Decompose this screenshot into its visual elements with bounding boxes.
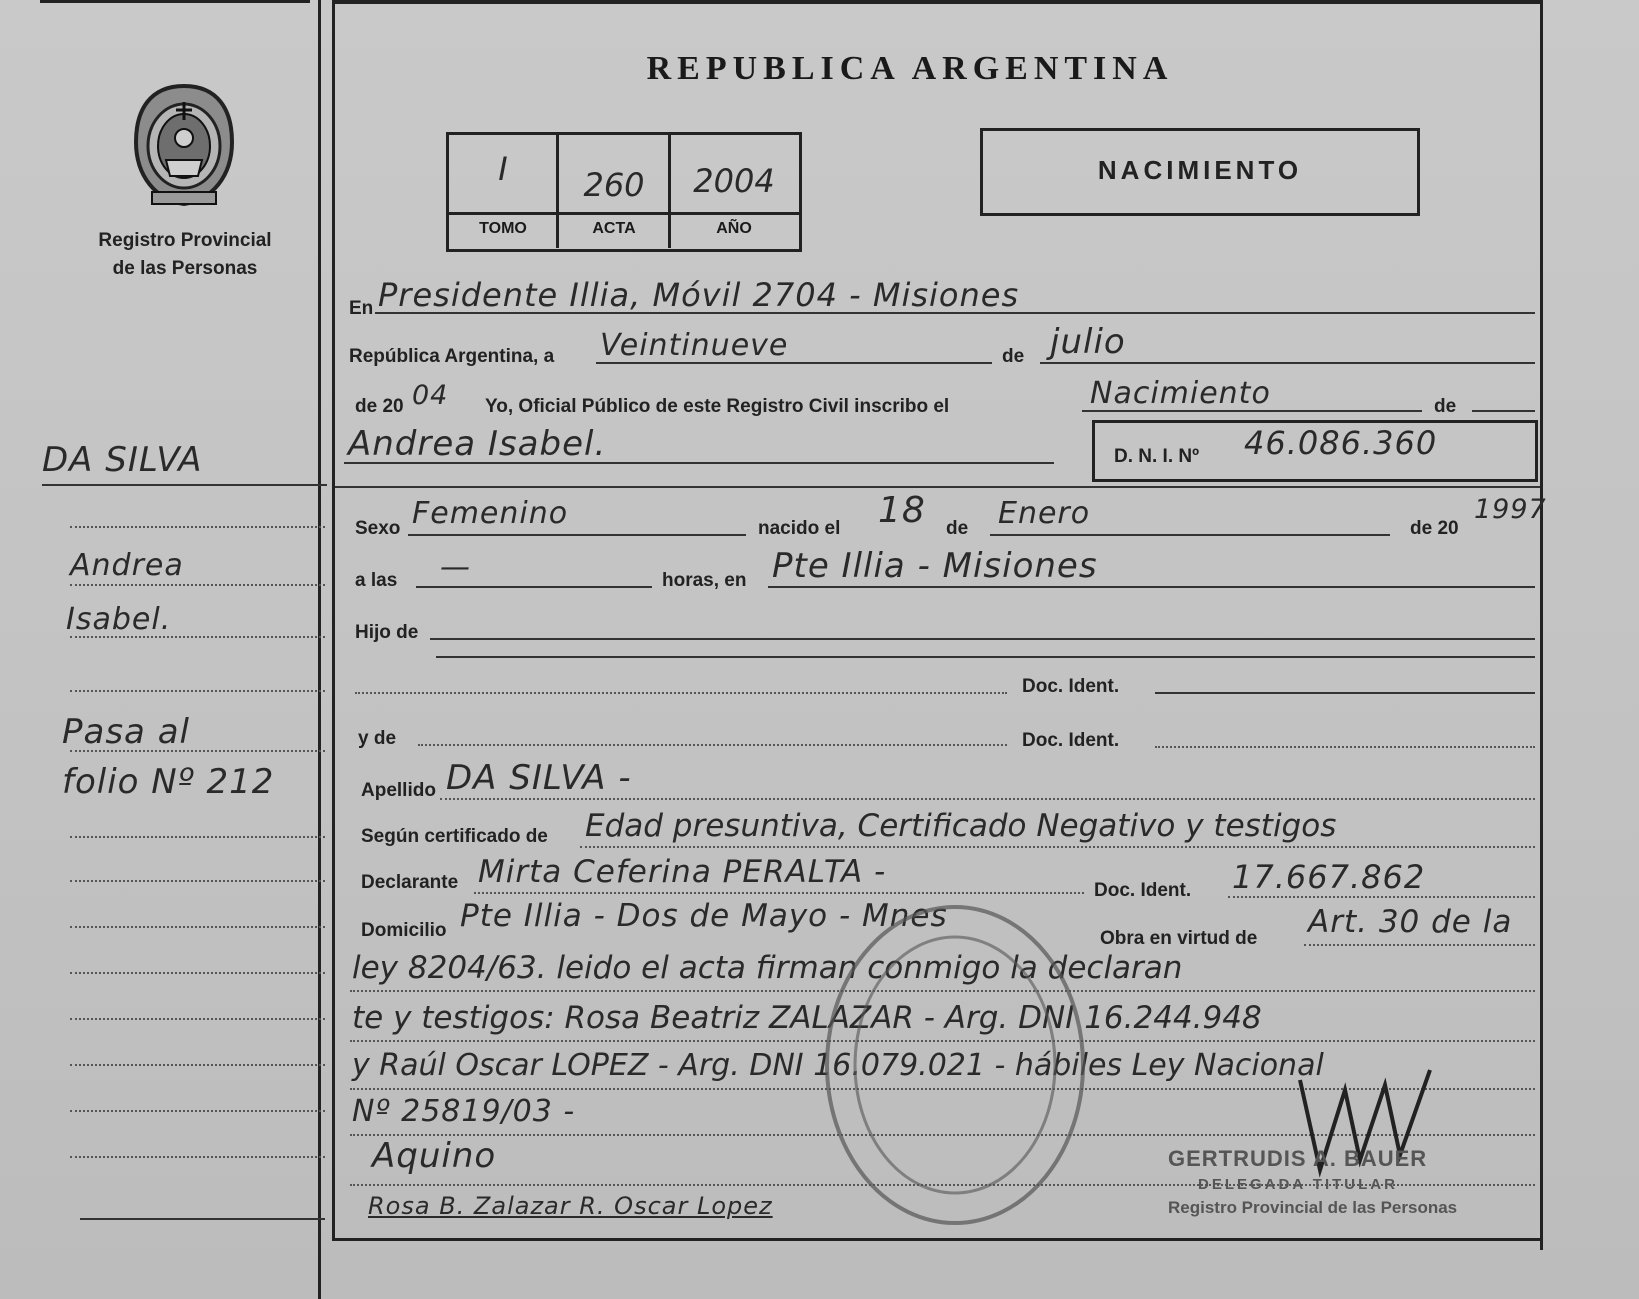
declarante-doc-value: 17.667.862 (1232, 858, 1426, 896)
top-border-right (332, 0, 1542, 4)
form-bottom-border (332, 1238, 1543, 1241)
margin-rule (70, 690, 325, 692)
hijo-line-2 (436, 656, 1535, 658)
obra-value: Art. 30 de la (1308, 904, 1513, 940)
horas-label: horas, en (662, 570, 747, 591)
body-line-4: Nº 25819/03 - (352, 1094, 576, 1129)
child-name-value: Andrea Isabel. (348, 424, 607, 464)
official-title: DELEGADA TITULAR (1198, 1176, 1398, 1193)
tomo-label: TOMO (479, 220, 527, 237)
top-border-left (40, 0, 310, 3)
dni-label: D. N. I. Nº (1114, 446, 1200, 467)
hour-value: — (440, 550, 471, 585)
day-line (596, 362, 992, 364)
birth-place-value: Pte Illia - Misiones (772, 546, 1098, 586)
obra-line (1304, 944, 1535, 946)
signature-witnesses: Rosa B. Zalazar R. Oscar Lopez (368, 1192, 773, 1220)
acta-label: ACTA (592, 220, 636, 237)
margin-rule (70, 836, 325, 838)
form-left-border (332, 0, 335, 1240)
birth-year-value: 1997 (1474, 494, 1547, 525)
margin-rule (70, 584, 325, 586)
apellido-line (440, 798, 1535, 800)
country-title: REPUBLICA ARGENTINA (646, 50, 1174, 87)
de20-label: de 20 (355, 396, 404, 417)
sexo-line (408, 534, 746, 536)
margin-note-line2: folio Nº 212 (62, 762, 275, 802)
hijo-line (430, 638, 1535, 640)
inscribe-value: Nacimiento (1090, 376, 1271, 411)
hour-line (416, 586, 652, 588)
margin-name2: Isabel. (66, 602, 172, 637)
inscribe-line (1082, 410, 1422, 412)
en-line (375, 312, 1535, 314)
child-name-line (344, 462, 1054, 464)
body-line-3: y Raúl Oscar LOPEZ - Arg. DNI 16.079.021 - hábiles Ley Nacional (352, 1048, 1324, 1083)
republica-label: República Argentina, a (349, 346, 555, 367)
margin-rule (70, 526, 325, 528)
de-label-2: de (1434, 396, 1457, 417)
margin-rule (70, 1156, 325, 1158)
margin-rule (70, 880, 325, 882)
birth-day-value: 18 (878, 490, 926, 531)
registry-name-line2: de las Personas (112, 258, 258, 279)
ano-value: 2004 (693, 162, 775, 200)
ano-label: AÑO (716, 220, 752, 237)
apellido-label: Apellido (361, 780, 436, 801)
birth-month-value: Enero (998, 496, 1091, 531)
segun-label: Según certificado de (361, 826, 548, 847)
official-statement: Yo, Oficial Público de este Registro Civil inscribo el (485, 396, 950, 417)
domicilio-value: Pte Illia - Dos de Mayo - Mnes (460, 898, 948, 934)
official-name: GERTRUDIS A. BAUER (1168, 1146, 1428, 1171)
en-label: En (349, 298, 374, 319)
birth-place-line (768, 586, 1535, 588)
segun-value: Edad presuntiva, Certificado Negativo y testigos (585, 808, 1337, 844)
margin-divider (318, 0, 321, 1299)
acta-value: 260 (583, 166, 645, 204)
mother-line (418, 744, 1007, 746)
declarante-doc-line (1228, 896, 1535, 898)
form-right-border (1540, 0, 1543, 1250)
month-line (1040, 362, 1535, 364)
margin-rule (70, 1018, 325, 1020)
margin-rule (70, 1064, 325, 1066)
table-row-divider (446, 212, 799, 215)
doc-ident-line-2 (1155, 746, 1535, 748)
dni-value: 46.086.360 (1244, 424, 1438, 462)
de-label-3: de (946, 518, 969, 539)
doc-ident-label: Doc. Ident. (1022, 676, 1120, 697)
domicilio-label: Domicilio (361, 920, 447, 941)
section-divider (335, 486, 1540, 488)
doc-ident-line (1155, 692, 1535, 694)
nacido-label: nacido el (758, 518, 841, 539)
sexo-label: Sexo (355, 518, 401, 539)
margin-rule (70, 750, 325, 752)
act-type-label: NACIMIENTO (1097, 155, 1303, 185)
hijo-label: Hijo de (355, 622, 419, 643)
yde-label: y de (358, 728, 397, 749)
declarante-label: Declarante (361, 872, 459, 893)
birth-month-line (990, 534, 1390, 536)
year-suffix: 04 (412, 380, 449, 411)
margin-surname: DA SILVA (42, 440, 203, 480)
day-value: Veintinueve (600, 328, 789, 363)
obra-label: Obra en virtud de (1100, 928, 1258, 949)
margin-rule (70, 926, 325, 928)
margin-name1: Andrea (70, 548, 184, 583)
margin-note-line1: Pasa al (62, 712, 190, 752)
alas-label: a las (355, 570, 398, 591)
signature-declarant: Aquino (372, 1136, 497, 1176)
month-value: julio (1050, 322, 1126, 362)
declarante-line (474, 892, 1084, 894)
tomo-value: I (498, 150, 508, 188)
margin-rule (70, 636, 325, 638)
father-line (355, 692, 1007, 694)
margin-rule (80, 1218, 325, 1220)
registry-name-line1: Registro Provincial (98, 230, 272, 251)
segun-line (580, 846, 1535, 848)
margin-rule (42, 484, 327, 486)
body-line-2: te y testigos: Rosa Beatriz ZALAZAR - Arg. DNI 16.244.948 (352, 1000, 1262, 1036)
de20-label-2: de 20 (1410, 518, 1459, 539)
de-label: de (1002, 346, 1025, 367)
doc-ident-label-2: Doc. Ident. (1022, 730, 1120, 751)
margin-rule (70, 1110, 325, 1112)
sexo-value: Femenino (412, 496, 569, 531)
doc-ident-label-3: Doc. Ident. (1094, 880, 1192, 901)
declarante-value: Mirta Ceferina PERALTA - (478, 854, 887, 890)
official-registry: Registro Provincial de las Personas (1168, 1198, 1458, 1217)
apellido-value: DA SILVA - (446, 758, 632, 798)
margin-rule (70, 972, 325, 974)
official-stamp-icon (820, 900, 1090, 1230)
coat-of-arms-seal-icon (128, 80, 240, 210)
body-line-1: ley 8204/63. leido el acta firman conmigo la declaran (352, 950, 1183, 986)
en-value: Presidente Illia, Móvil 2704 - Misiones (378, 276, 1020, 314)
de-line (1472, 410, 1535, 412)
